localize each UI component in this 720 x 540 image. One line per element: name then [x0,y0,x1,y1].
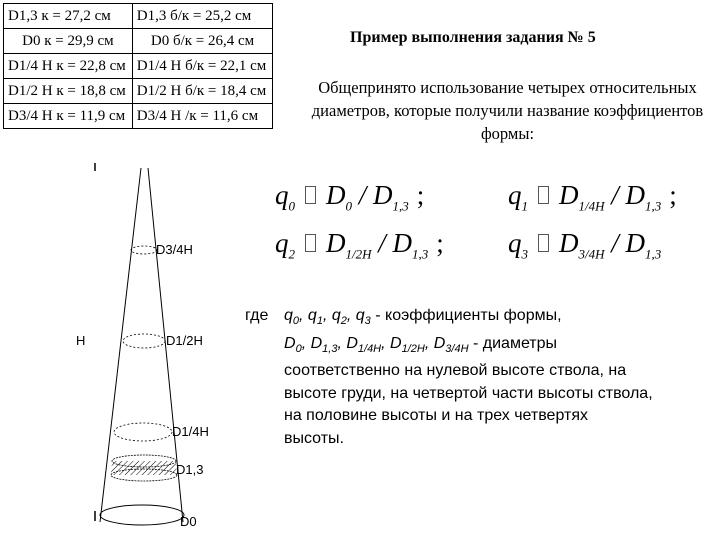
formula-q1: $q_1$ $D_{1/4H} / D_{1,3}$ ; [508,180,677,214]
label-h: H [76,333,86,348]
def-line-2: $D_0$, $D_{1,3}$, $D_{1/4H}$, $D_{1/2H}$, $D_{3/4H}$ - диаметры [284,334,558,355]
cell-d34h-bk: D3/4 H /к = 11,6 см [132,104,273,129]
formula-q2: $q_2$ $D_{1/2H} / D_{1,3}$ ; [275,228,444,262]
cell-d12h-bk: D1/2 H б/к = 18,4 см [132,79,273,104]
formula-q3: $q_3$ $D_{3/4H} / D_{1,3}$ [508,228,662,262]
intro-text: Общепринято использование четырех относительных диаметров, которые получили название коэффициентов формы: [311,78,704,143]
section-d14h [114,423,172,441]
section-d13-hatch [111,461,177,475]
label-d34h: D3/4H [156,242,193,257]
def-line-1: $q_0$, $q_1$, $q_2$, $q_3$ - коэффициенты формы, [284,307,562,328]
def-line-3: соответственно на нулевой высоте ствола, на [284,362,627,380]
cell-d12h-k: D1/2 H к = 18,8 см [4,79,133,104]
label-d14h: D1/4H [172,424,209,439]
label-d0: D0 [180,514,197,529]
section-d0 [100,505,184,525]
cell-d34h-k: D3/4 H к = 11,9 см [4,104,133,129]
page-title: Пример выполнения задания № 5 [350,29,596,46]
definitions-lead: где [245,307,269,324]
def-line-5: на половине высоты и на трех четвертях [284,407,588,425]
def-line-4: высоте груди, на четвертой части высоты ствола, [284,384,653,402]
label-d13: D1,3 [176,462,204,477]
measurements-table [3,3,273,129]
formula-q0: $q_0$ $D_0 / D_{1,3}$ ; [275,180,425,214]
section-d12h [123,334,165,348]
cell-d0-bk: D0 б/к = 26,4 см [132,29,273,54]
def-line-6: высоты. [284,429,344,447]
definitions [245,305,715,450]
tree-stem-diagram [0,160,260,540]
cell-d13-k: D1,3 к = 27,2 см [4,4,133,29]
cell-d13-bk: D1,3 б/к = 25,2 см [132,4,273,29]
cell-d0-k: D0 к = 29,9 см [4,29,133,54]
cell-d14h-bk: D1/4 H б/к = 22,1 см [132,54,273,79]
section-d34h [131,246,157,254]
label-d12h: D1/2H [166,333,203,348]
cell-d14h-k: D1/4 H к = 22,8 см [4,54,133,79]
